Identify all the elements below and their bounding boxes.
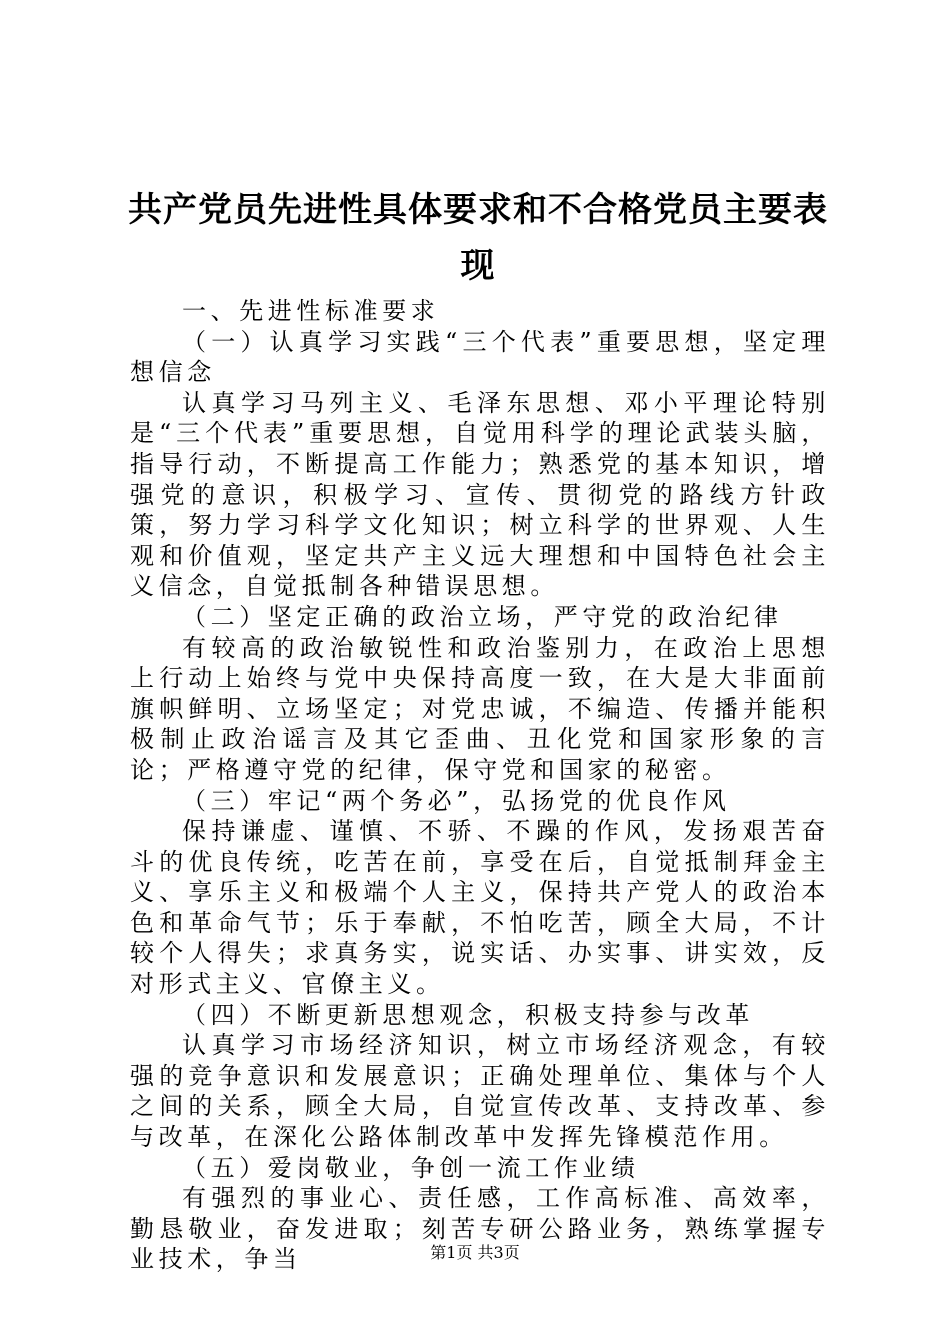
paragraph-4: 认真学习市场经济知识，树立市场经济观念，有较强的竞争意识和发展意识；正确处理单位、集体与个人之间的关系，顾全大局，自觉宣传改革、支持改革、参与改革，在深化公路体制改革中发挥先锋模范作用。: [130, 1031, 830, 1152]
subsection-heading-5: （五）爱岗敬业，争创一流工作业绩: [182, 1153, 640, 1182]
document-body: [130, 296, 830, 1275]
page-number-label: 第1页 共3页: [430, 1243, 520, 1262]
section-heading: 一、先进性标准要求: [182, 297, 440, 325]
subsection-heading-3: （三）牢记“两个务必”，弘扬党的优良作风: [182, 786, 731, 815]
paragraph-5: 有强烈的事业心、责任感，工作高标准、高效率，勤恳敬业，奋发进取；刻苦专研公路业务，熟练掌握专业技术，争当: [130, 1184, 830, 1274]
paragraph-3: 保持谦虚、谨慎、不骄、不躁的作风，发扬艰苦奋斗的优良传统，吃苦在前，享受在后，自觉抵制拜金主义、享乐主义和极端个人主义，保持共产党人的政治本色和革命气节；乐于奉献，不怕吃苦，顾全大局，不计较个人得失；求真务实，说实话、办实事、讲实效，反对形式主义、官僚主义。: [130, 817, 830, 999]
paragraph-2: 有较高的政治敏锐性和政治鉴别力，在政治上思想上行动上始终与党中央保持高度一致，在大是大非面前旗帜鲜明、立场坚定；对党忠诚，不编造、传播并能积极制止政治谣言及其它歪曲、丑化党和国家形象的言论；严格遵守党的纪律，保守党和国家的秘密。: [130, 633, 830, 784]
subsection-heading-4: （四）不断更新思想观念，积极支持参与改革: [182, 1000, 754, 1029]
page-footer: [0, 1243, 950, 1263]
subsection-heading-1: （一）认真学习实践“三个代表”重要思想，坚定理想信念: [130, 327, 830, 387]
paragraph-1: 认真学习马列主义、毛泽东思想、邓小平理论特别是“三个代表”重要思想，自觉用科学的理论武装头脑，指导行动，不断提高工作能力；熟悉党的基本知识，增强党的意识，积极学习、宣传、贯彻党的路线方针政策，努力学习科学文化知识；树立科学的世界观、人生观和价值观，坚定共产主义远大理想和中国特色社会主义信念，自觉抵制各种错误思想。: [130, 388, 830, 601]
document-title: 共产党员先进性具体要求和不合格党员主要表现: [128, 190, 828, 286]
subsection-heading-2: （二）坚定正确的政治立场，严守党的政治纪律: [182, 602, 783, 631]
